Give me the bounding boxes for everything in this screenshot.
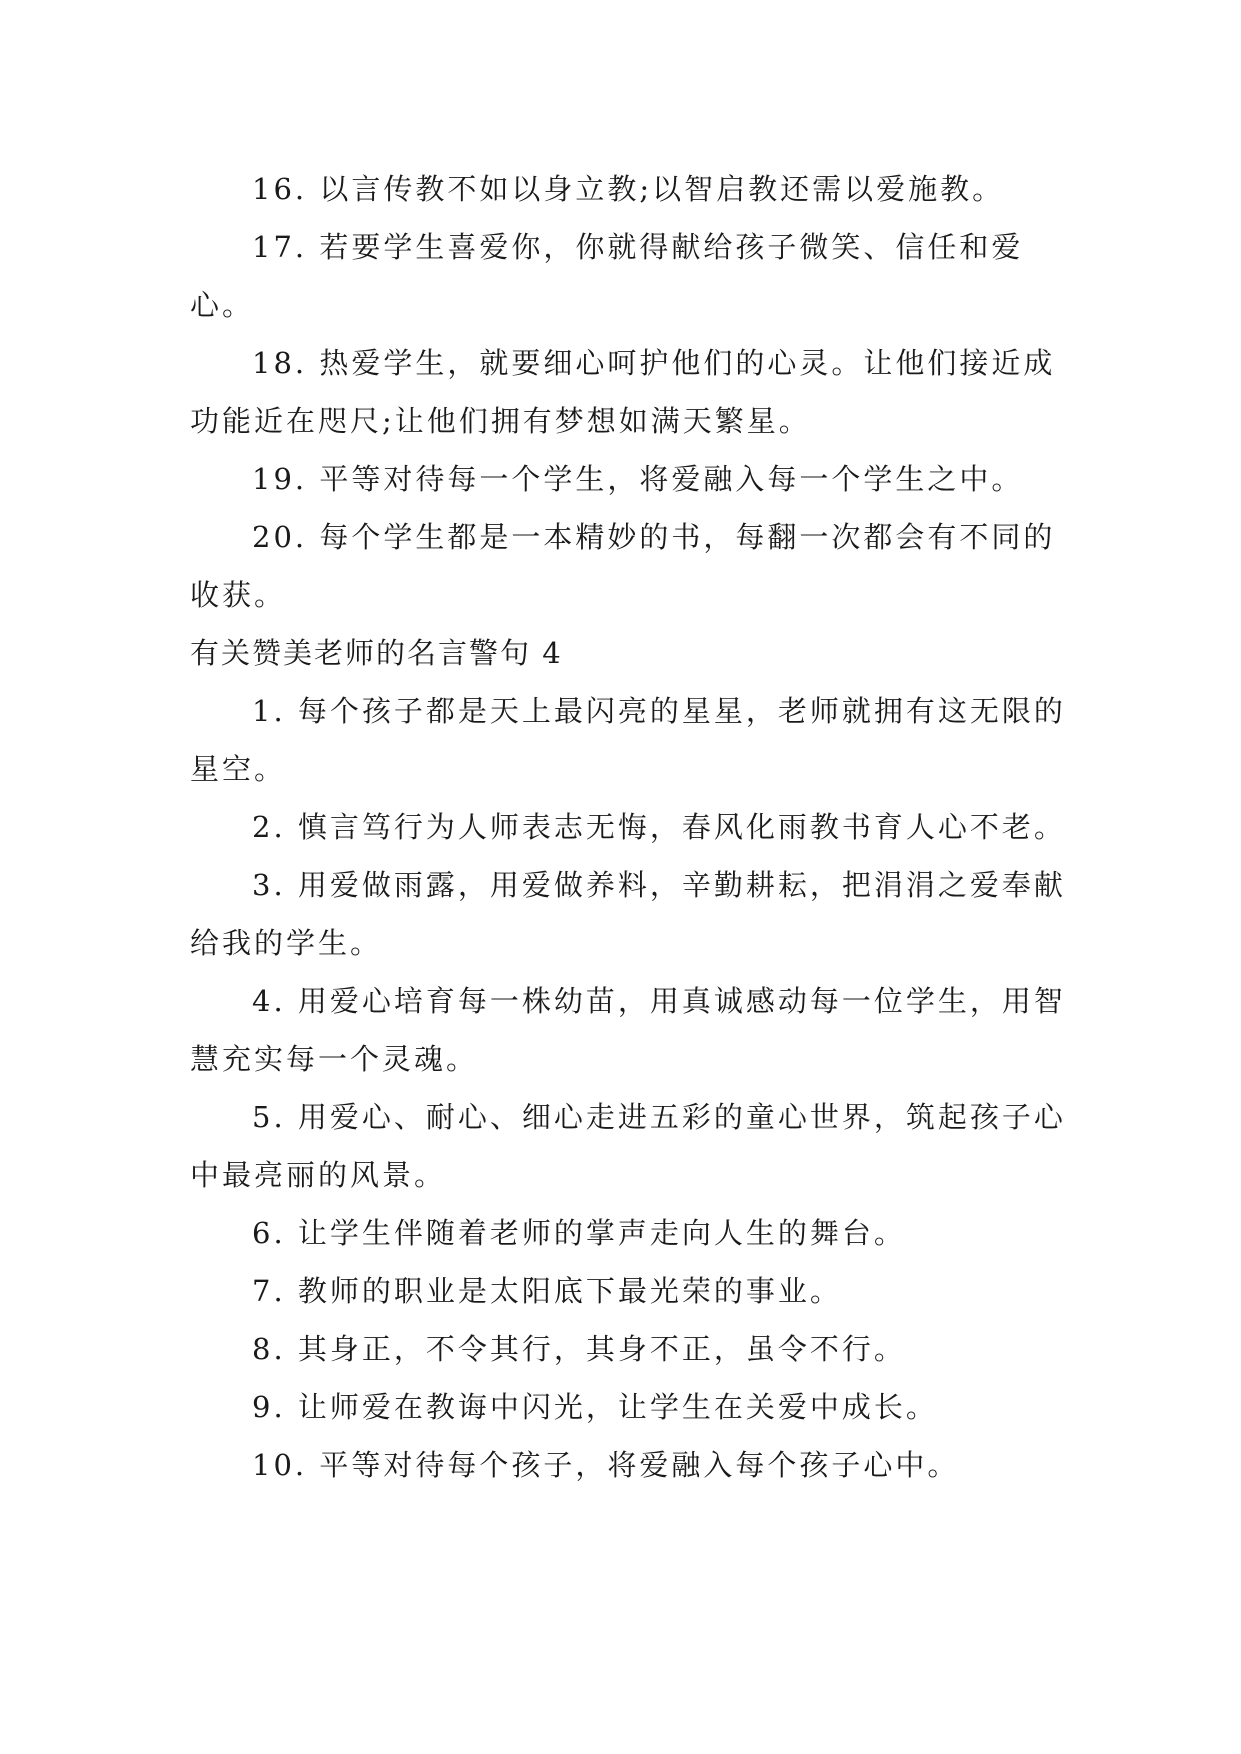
quote-item-7: 7. 教师的职业是太阳底下最光荣的事业。 xyxy=(252,1274,842,1308)
quote-item-18: 18. 热爱学生，就要细心呵护他们的心灵。让他们接近成功能近在咫尺;让他们拥有梦想如满天繁星。 xyxy=(190,346,1056,438)
quote-item-20: 20. 每个学生都是一本精妙的书，每翻一次都会有不同的收获。 xyxy=(190,520,1056,612)
document-body xyxy=(190,160,1070,1494)
quote-item-2: 2. 慎言笃行为人师表志无悔，春风化雨教书育人心不老。 xyxy=(252,810,1066,844)
quote-item-17: 17. 若要学生喜爱你，你就得献给孩子微笑、信任和爱心。 xyxy=(190,230,1024,322)
quote-item-16: 16. 以言传教不如以身立教;以智启教还需以爱施教。 xyxy=(252,172,1005,206)
quote-item-3: 3. 用爱做雨露，用爱做养料，辛勤耕耘，把涓涓之爱奉献给我的学生。 xyxy=(190,868,1066,960)
quote-item-8: 8. 其身正，不令其行，其身不正，虽令不行。 xyxy=(252,1332,906,1366)
quote-item-10: 10. 平等对待每个孩子，将爱融入每个孩子心中。 xyxy=(252,1448,960,1482)
quote-item-19: 19. 平等对待每一个学生，将爱融入每一个学生之中。 xyxy=(252,462,1024,496)
quote-item-4: 4. 用爱心培育每一株幼苗，用真诚感动每一位学生，用智慧充实每一个灵魂。 xyxy=(190,984,1066,1076)
quote-item-9: 9. 让师爱在教诲中闪光，让学生在关爱中成长。 xyxy=(252,1390,938,1424)
quote-item-1: 1. 每个孩子都是天上最闪亮的星星，老师就拥有这无限的星空。 xyxy=(190,694,1066,786)
quote-item-5: 5. 用爱心、耐心、细心走进五彩的童心世界，筑起孩子心中最亮丽的风景。 xyxy=(190,1100,1066,1192)
section-heading: 有关赞美老师的名言警句 4 xyxy=(190,636,563,670)
quote-item-6: 6. 让学生伴随着老师的掌声走向人生的舞台。 xyxy=(252,1216,906,1250)
